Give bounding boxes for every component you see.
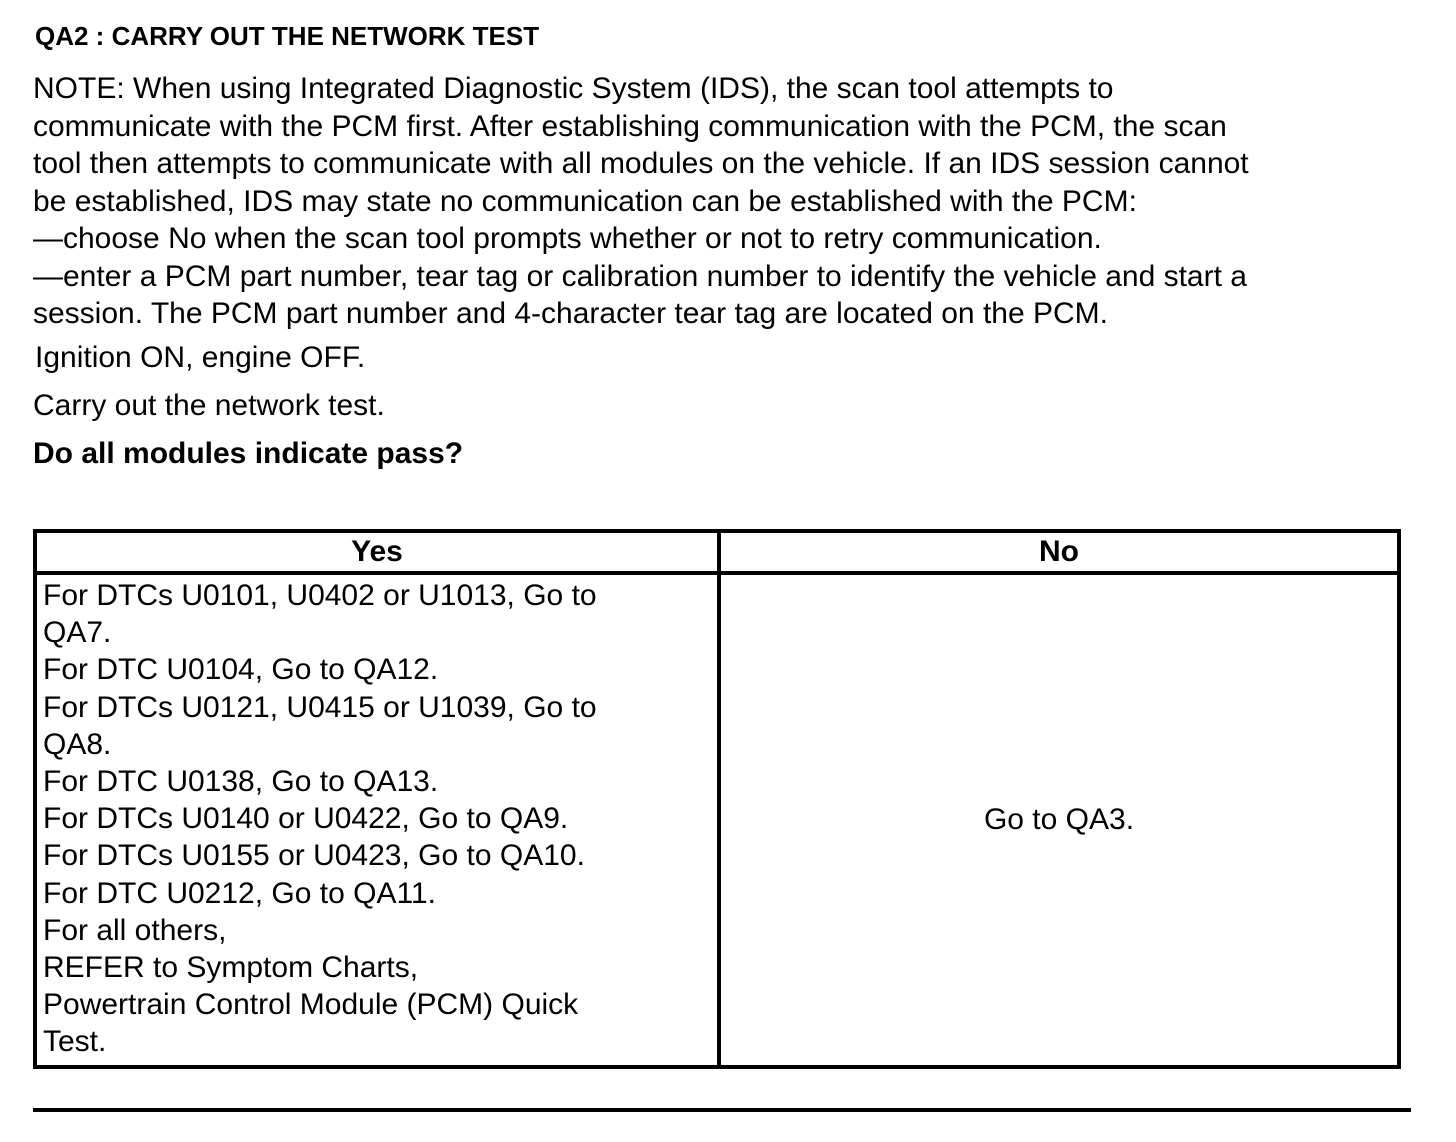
yes-line: For DTCs U0121, U0415 or U1039, Go to xyxy=(43,690,597,724)
yes-line: For DTCs U0101, U0402 or U1013, Go to xyxy=(43,579,597,612)
yes-line: QA8. xyxy=(43,727,112,761)
note-line: NOTE: When using Integrated Diagnostic System (IDS), the scan tool attempts to xyxy=(33,72,1114,105)
no-cell: Go to QA3. xyxy=(719,573,1399,1067)
yes-line: Test. xyxy=(43,1025,107,1059)
table-row xyxy=(35,573,1399,1067)
yes-line: QA7. xyxy=(43,616,112,650)
note-line: tool then attempts to communicate with all modules on the vehicle. If an IDS session cannot xyxy=(33,147,1249,180)
note-line: communicate with the PCM first. After establishing communication with the PCM, the scan xyxy=(33,109,1227,143)
no-header: No xyxy=(719,531,1399,573)
yes-line: For DTCs U0140 or U0422, Go to QA9. xyxy=(43,802,569,836)
table-header-row xyxy=(35,531,1399,573)
yes-line: For DTC U0104, Go to QA12. xyxy=(43,653,439,687)
note-line: be established, IDS may state no communication can be established with the PCM: xyxy=(33,184,1137,218)
yes-line: For all others, xyxy=(43,913,227,947)
yes-line: Powertrain Control Module (PCM) Quick xyxy=(43,988,579,1022)
bottom-divider xyxy=(33,1108,1411,1112)
test-question: Do all modules indicate pass? xyxy=(33,437,464,470)
yes-header: Yes xyxy=(35,531,719,573)
step-ignition: Ignition ON, engine OFF. xyxy=(35,341,366,374)
note-line: —enter a PCM part number, tear tag or calibration number to identify the vehicle and start a xyxy=(33,259,1247,293)
note-line: —choose No when the scan tool prompts whether or not to retry communication. xyxy=(33,222,1102,255)
yes-line: For DTC U0138, Go to QA13. xyxy=(43,765,439,799)
yes-cell xyxy=(35,573,719,1067)
note-block xyxy=(33,70,1433,333)
yes-line: For DTC U0212, Go to QA11. xyxy=(43,876,436,910)
note-line: session. The PCM part number and 4-character tear tag are located on the PCM. xyxy=(33,297,1108,330)
result-table xyxy=(33,529,1401,1069)
yes-line: For DTCs U0155 or U0423, Go to QA10. xyxy=(43,839,585,873)
step-network-test: Carry out the network test. xyxy=(33,389,385,422)
yes-line: REFER to Symptom Charts, xyxy=(43,951,419,985)
section-heading: QA2 : CARRY OUT THE NETWORK TEST xyxy=(35,21,540,51)
